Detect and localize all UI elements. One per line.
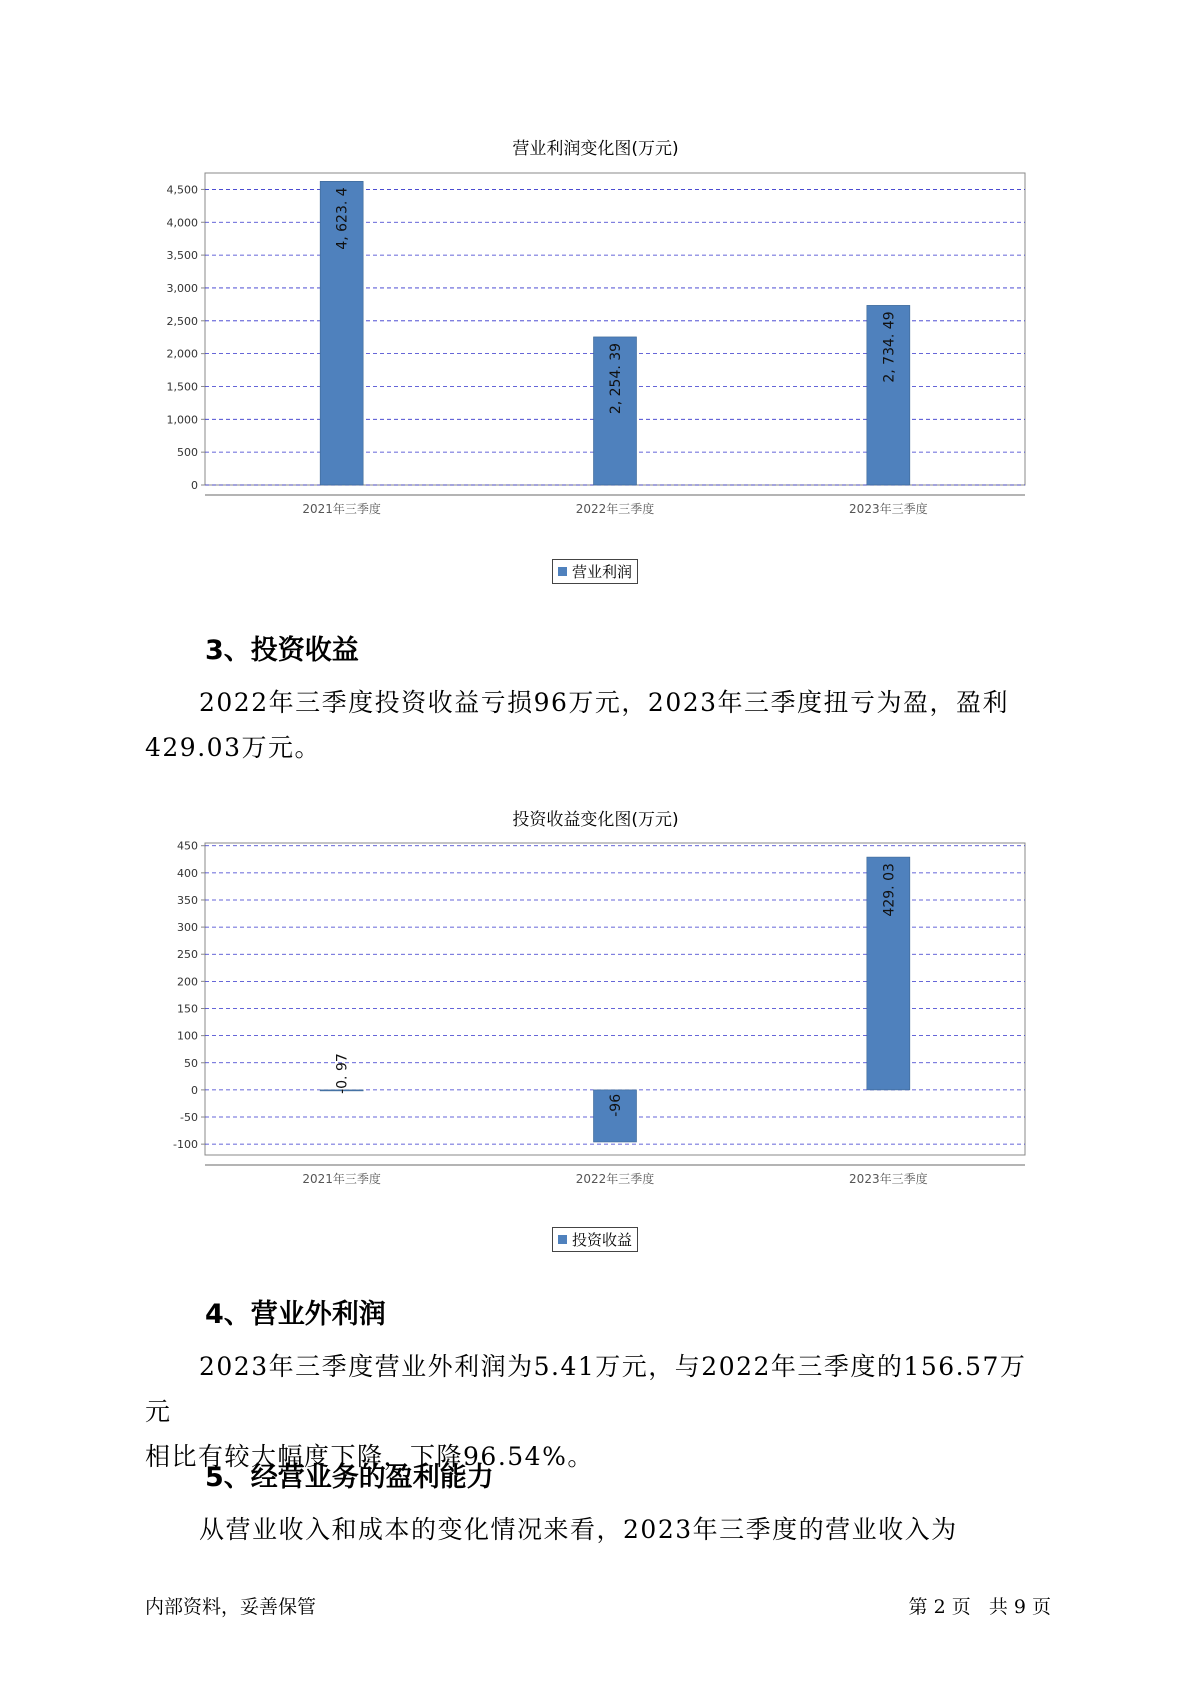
y-tick-label: 500 bbox=[177, 446, 198, 460]
legend-swatch bbox=[558, 567, 567, 576]
section5-paragraph bbox=[145, 1507, 1045, 1552]
y-tick-label: 100 bbox=[177, 1029, 198, 1043]
section3-line2: 429.03万元。 bbox=[145, 733, 321, 762]
chart2-title: 投资收益变化图(万元) bbox=[512, 810, 679, 830]
chart1-legend-label: 营业利润 bbox=[572, 563, 633, 581]
chart1-legend bbox=[552, 559, 638, 584]
y-tick-label: 200 bbox=[177, 975, 198, 989]
y-tick-label: 400 bbox=[177, 866, 198, 880]
y-tick-label: 4,000 bbox=[166, 216, 198, 230]
y-tick-label: 450 bbox=[177, 839, 198, 853]
section3-line1: 2022年三季度投资收益亏损96万元，2023年三季度扭亏为盈，盈利 bbox=[199, 688, 1010, 717]
chart2-legend bbox=[552, 1227, 638, 1252]
section5-line1: 从营业收入和成本的变化情况来看，2023年三季度的营业收入为 bbox=[199, 1515, 958, 1544]
x-tick-label: 2023年三季度 bbox=[849, 502, 928, 516]
data-label: 2, 734. 49 bbox=[881, 311, 898, 383]
y-tick-label: 2,500 bbox=[166, 314, 198, 328]
data-label: 4, 623. 4 bbox=[334, 187, 351, 250]
y-tick-label: 3,000 bbox=[166, 281, 198, 295]
y-tick-label: 0 bbox=[191, 1083, 198, 1097]
investment-income-chart bbox=[150, 835, 1030, 1195]
x-tick-label: 2022年三季度 bbox=[575, 1172, 655, 1186]
y-tick-label: 3,500 bbox=[166, 249, 198, 263]
section3-paragraph bbox=[145, 680, 1045, 770]
section3-heading: 3、投资收益 bbox=[205, 635, 359, 666]
y-tick-label: 1,000 bbox=[166, 413, 198, 427]
y-tick-label: 2,000 bbox=[166, 347, 198, 361]
section4-line1: 2023年三季度营业外利润为5.41万元，与2022年三季度的156.57万元 bbox=[145, 1352, 1027, 1426]
y-tick-label: 250 bbox=[177, 948, 198, 962]
x-tick-label: 2023年三季度 bbox=[849, 1172, 928, 1186]
y-tick-label: 50 bbox=[184, 1056, 198, 1070]
data-label: -96 bbox=[608, 1093, 624, 1117]
section4-heading: 4、营业外利润 bbox=[205, 1299, 386, 1330]
y-tick-label: -100 bbox=[173, 1138, 198, 1152]
y-tick-label: 300 bbox=[177, 921, 198, 935]
data-label: 429. 03 bbox=[881, 863, 898, 917]
y-tick-label: 150 bbox=[177, 1002, 198, 1016]
x-tick-label: 2022年三季度 bbox=[575, 502, 655, 516]
y-tick-label: -50 bbox=[180, 1111, 198, 1125]
operating-profit-chart bbox=[150, 165, 1030, 525]
x-tick-label: 2021年三季度 bbox=[302, 502, 381, 516]
footer-page-number: 第 2 页 共 9 页 bbox=[908, 1596, 1051, 1618]
section5-heading: 5、经营业务的盈利能力 bbox=[205, 1462, 494, 1493]
y-tick-label: 350 bbox=[177, 893, 198, 907]
y-tick-label: 0 bbox=[191, 479, 198, 492]
chart1-title: 营业利润变化图(万元) bbox=[512, 139, 679, 159]
footer-left: 内部资料，妥善保管 bbox=[145, 1596, 317, 1618]
y-tick-label: 1,500 bbox=[166, 380, 198, 394]
data-label: -0. 97 bbox=[334, 1053, 351, 1094]
y-tick-label: 4,500 bbox=[166, 183, 198, 197]
x-tick-label: 2021年三季度 bbox=[302, 1172, 381, 1186]
data-label: 2, 254. 39 bbox=[608, 342, 624, 415]
chart2-legend-label: 投资收益 bbox=[572, 1231, 633, 1249]
legend-swatch bbox=[558, 1235, 567, 1244]
section4-line2: 相比有较大幅度下降，下降96.54%。 bbox=[145, 1442, 594, 1471]
